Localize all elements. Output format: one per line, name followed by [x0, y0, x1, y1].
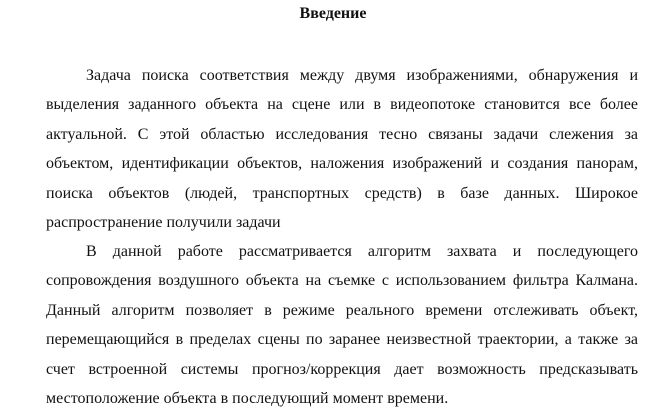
paragraph-intro: Задача поиска соответствия между двумя изображениями, обнаружения и выделения заданного объекта на сцене или в видеопотоке становится все более актуальной. С этой областью исследования тесно связаны задачи слежения за объектом, идентификации объектов, наложения изображений и создания панорам, поиска объектов (людей, транспортных средств) в базе данных. Широкое распространение получили задачи [46, 67, 638, 232]
section-heading: Введение [299, 5, 367, 22]
paragraph-algorithm: В данной работе рассматривается алгоритм захвата и последующего сопровождения воздушного объекта на съемке с использованием фильтра Калмана. Данный алгоритм позволяет в режиме реального времени отслеживать объект, перемещающийся в пределах сцены по заранее неизвестной траектории, а также за счет встроенной системы прогноз/коррекция дает возможность предсказывать местоположение объекта в последующий момент времени. [46, 243, 638, 408]
